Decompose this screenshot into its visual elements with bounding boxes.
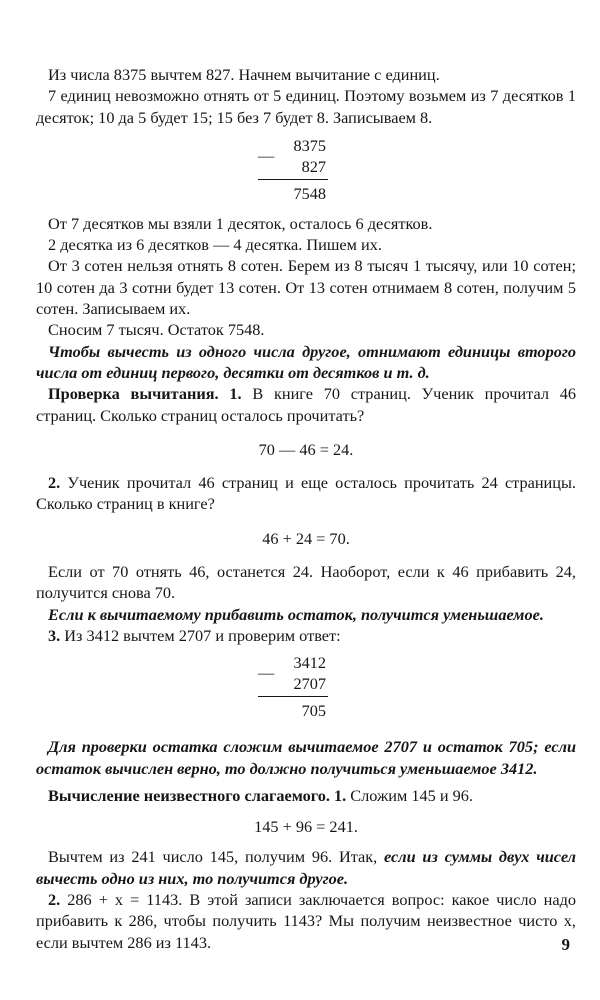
rule-text: Для проверки остатка сложим вычитаемое 2707 и остаток 705; если остаток вычислен верно, то должно получиться уменьшаемое 3412. <box>36 737 576 778</box>
paragraph <box>36 625 576 646</box>
item-number: 2. <box>48 890 61 910</box>
page-content <box>36 64 576 953</box>
paragraph-text: 286 + x = 1143. В этой записи заключается вопрос: какое число надо прибавить к 286, чтобы получить 1143? Мы получим неизвестное чисто x, если вычтем 286 из 1143. <box>36 890 576 952</box>
paragraph: 2 десятка из 6 десятков — 4 десятка. Пишем их. <box>48 235 382 255</box>
item-number: 3. <box>48 625 61 645</box>
paragraph <box>36 846 576 889</box>
equation: 145 + 96 = 241. <box>254 817 358 837</box>
paragraph-text: Из 3412 вычтем 2707 и проверим ответ: <box>60 625 341 645</box>
paragraph: 7 единиц невозможно отнять от 5 единиц. Поэтому возьмем из 7 десятков 1 десяток; 10 да 5 будет 15; 15 без 7 будет 8. Записываем 8. <box>36 86 576 127</box>
section-heading: Проверка вычитания. 1. <box>48 384 242 404</box>
paragraph-text: Сложим 145 и 96. <box>346 785 473 805</box>
sum-line <box>258 179 328 180</box>
rule-text: если из суммы двух чисел вычесть одно из них, то получится другое. <box>36 847 576 888</box>
paragraph-text: Ученик прочитал 46 страниц и еще осталось прочитать 24 страницы. Сколько страниц в книге? <box>36 473 576 514</box>
paragraph: Если от 70 отнять 46, останется 24. Наоборот, если к 46 прибавить 24, получится снова 70. <box>36 562 576 603</box>
column-subtraction-2 <box>36 652 576 722</box>
column-subtraction-1 <box>36 135 576 205</box>
difference: 7548 <box>293 183 326 203</box>
subtrahend: 2707 <box>293 674 326 694</box>
item-number: 2. <box>48 473 61 493</box>
paragraph: Из числа 8375 вычтем 827. Начнем вычитание с единиц. <box>48 65 440 84</box>
minus-sign: — <box>258 145 275 165</box>
paragraph <box>36 889 576 953</box>
paragraph <box>36 383 576 426</box>
paragraph-text: Вычтем из 241 число 145, получим 96. Итак, <box>48 847 385 867</box>
subtrahend: 827 <box>301 156 326 176</box>
page-number: 9 <box>561 935 570 954</box>
minuend: 3412 <box>293 653 326 673</box>
minuend: 8375 <box>293 135 326 155</box>
rule-text: Чтобы вычесть из одного числа другое, отнимают единицы второго числа от единиц первого, десятки от десятков и т. д. <box>36 341 576 382</box>
equation: 46 + 24 = 70. <box>262 528 350 548</box>
sum-line <box>258 696 328 697</box>
paragraph: Сносим 7 тысяч. Остаток 7548. <box>48 320 265 340</box>
paragraph: От 3 сотен нельзя отнять 8 сотен. Берем из 8 тысяч 1 тысячу, или 10 сотен; 10 сотен да 3 сотни будет 13 сотен. От 13 сотен отнимаем 8 сотен, получим 5 сотен. Записываем их. <box>36 256 576 319</box>
paragraph <box>36 472 576 515</box>
difference: 705 <box>301 701 326 721</box>
equation: 70 — 46 = 24. <box>258 439 354 459</box>
minus-sign: — <box>258 663 275 683</box>
rule-text: Если к вычитаемому прибавить остаток, получится уменьшаемое. <box>48 604 544 624</box>
section-heading: Вычисление неизвестного слагаемого. 1. <box>48 785 347 805</box>
paragraph: От 7 десятков мы взяли 1 десяток, осталось 6 десятков. <box>48 213 433 233</box>
paragraph <box>36 785 576 806</box>
paragraph-text: В книге 70 страниц. Ученик прочитал 46 страниц. Сколько страниц осталось прочитать? <box>36 384 576 425</box>
